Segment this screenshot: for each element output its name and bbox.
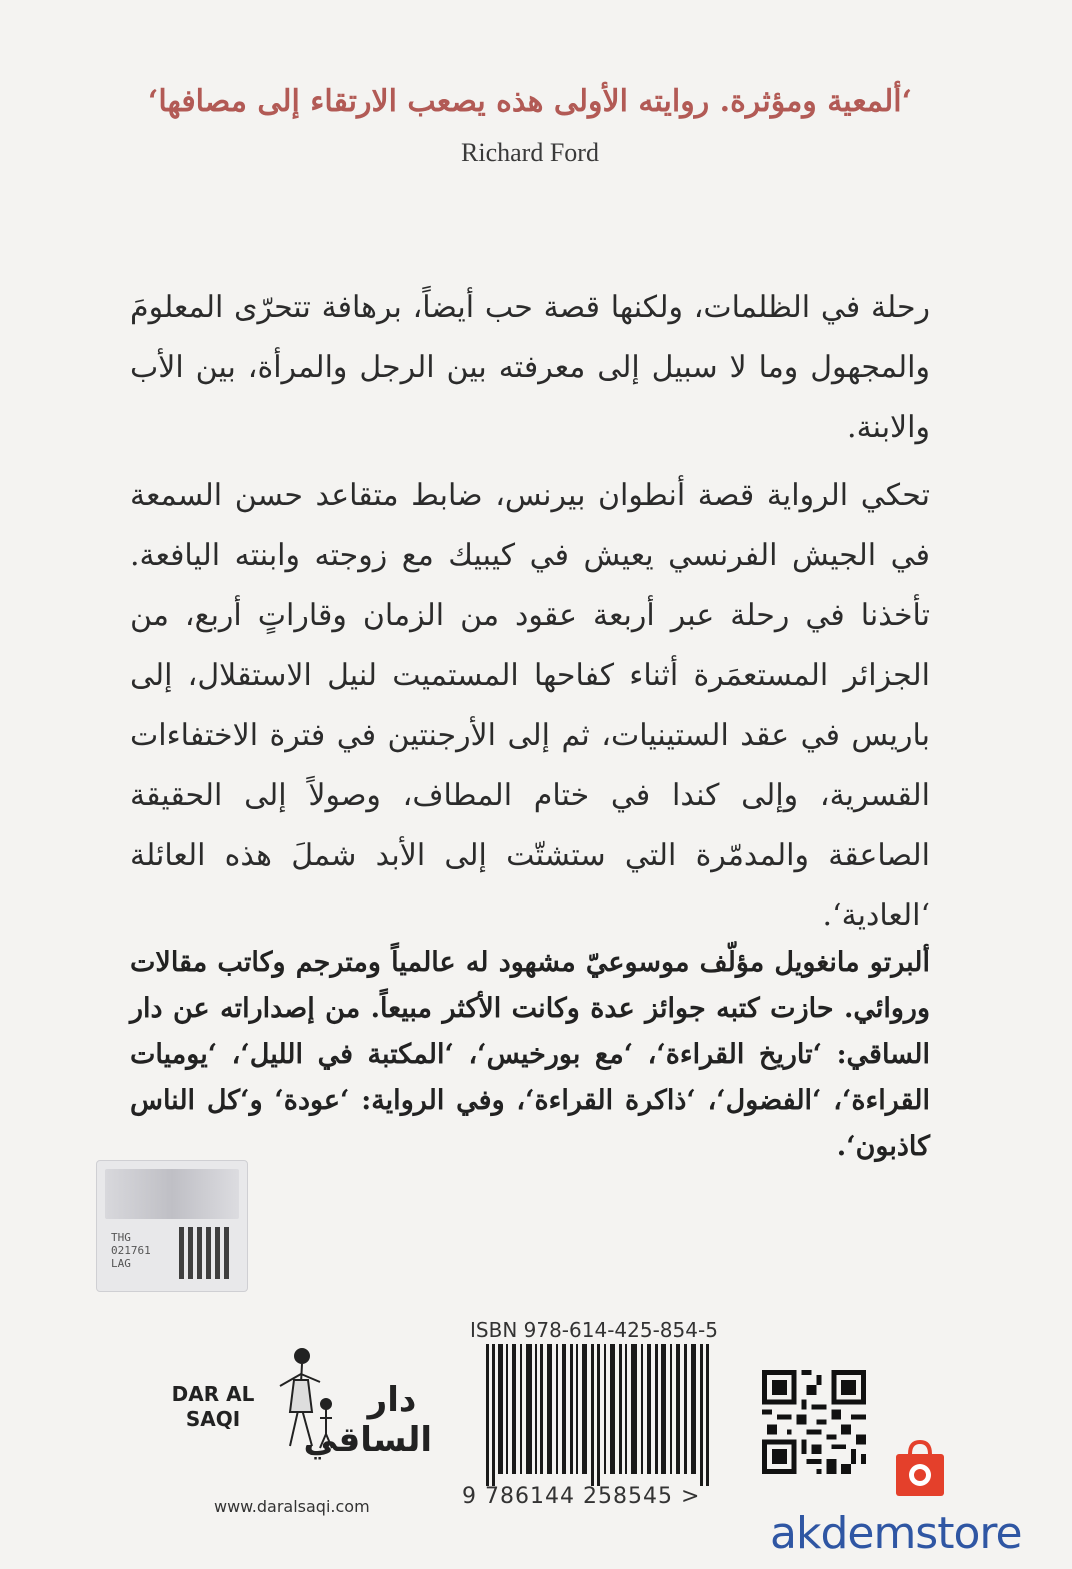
description-paragraph-2: تحكي الرواية قصة أنطوان بيرنس، ضابط متقاعد حسن السمعة في الجيش الفرنسي يعيش في كيبيك مع زوجته وابنته اليافعة. تأخذنا في رحلة عبر أربعة عقود من الزمان وقاراتٍ أربع، من الجزائر المستعمَرة أثناء كفاحها المستميت لنيل الاستقلال، إلى باريس في عقد الستينيات، ثم إلى الأرجنتين في فترة الاختفاءات القسرية، وإلى كندا في ختام المطاف، وصولاً إلى الحقيقة الصاعقة والمدمّرة التي ستشتّت إلى الأبد شملَ هذه العائلة ‘العادية‘. (130, 478, 930, 933)
sticker-qr-icon (179, 1227, 231, 1279)
isbn-label: ISBN 978-614-425-854-5 (470, 1318, 718, 1342)
shopping-bag-icon (892, 1438, 948, 1498)
publisher-website: www.daralsaqi.com (214, 1497, 370, 1516)
review-quote: ‘ألمعية ومؤثرة. روايته الأولى هذه يصعب الارتقاء إلى مصافها‘ (147, 84, 913, 119)
barcode-digits: 9 786144 258545 > (462, 1484, 701, 1509)
author-bio: ألبرتو مانغويل مؤلّف موسوعيّ مشهود له عالمياً ومترجم وكاتب مقالات وروائي. حازت كتبه جوائز عدة وكانت الأكثر مبيعاً. من إصداراته عن دار الساقي: ‘تاريخ القراءة‘، ‘مع بورخيس‘، ‘المكتبة في الليل‘، ‘يوميات القراءة‘، ‘الفضول‘، ‘ذاكرة القراءة‘، وفي الرواية: ‘عودة‘ و‘كل الناس كاذبون‘. (130, 947, 930, 1162)
barcode-icon (486, 1344, 716, 1486)
sticker-code: THG 021761 LAG (111, 1231, 151, 1270)
store-watermark: akdemstore (770, 1508, 1022, 1559)
description-paragraph-1: رحلة في الظلمات، ولكنها قصة حب أيضاً، برهافة تتحرّى المعلومَ والمجهول وما لا سبيل إلى معرفته بين الرجل والمرأة، بين الأب والابنة. (130, 290, 930, 445)
qr-code-icon (762, 1370, 866, 1474)
hologram-sticker (96, 1160, 248, 1292)
publisher-name-ar: دار الساقي (303, 1380, 432, 1460)
publisher-name-en: DAR AL SAQI (171, 1382, 255, 1431)
hologram-icon (105, 1169, 239, 1219)
quote-author: Richard Ford (461, 138, 599, 167)
